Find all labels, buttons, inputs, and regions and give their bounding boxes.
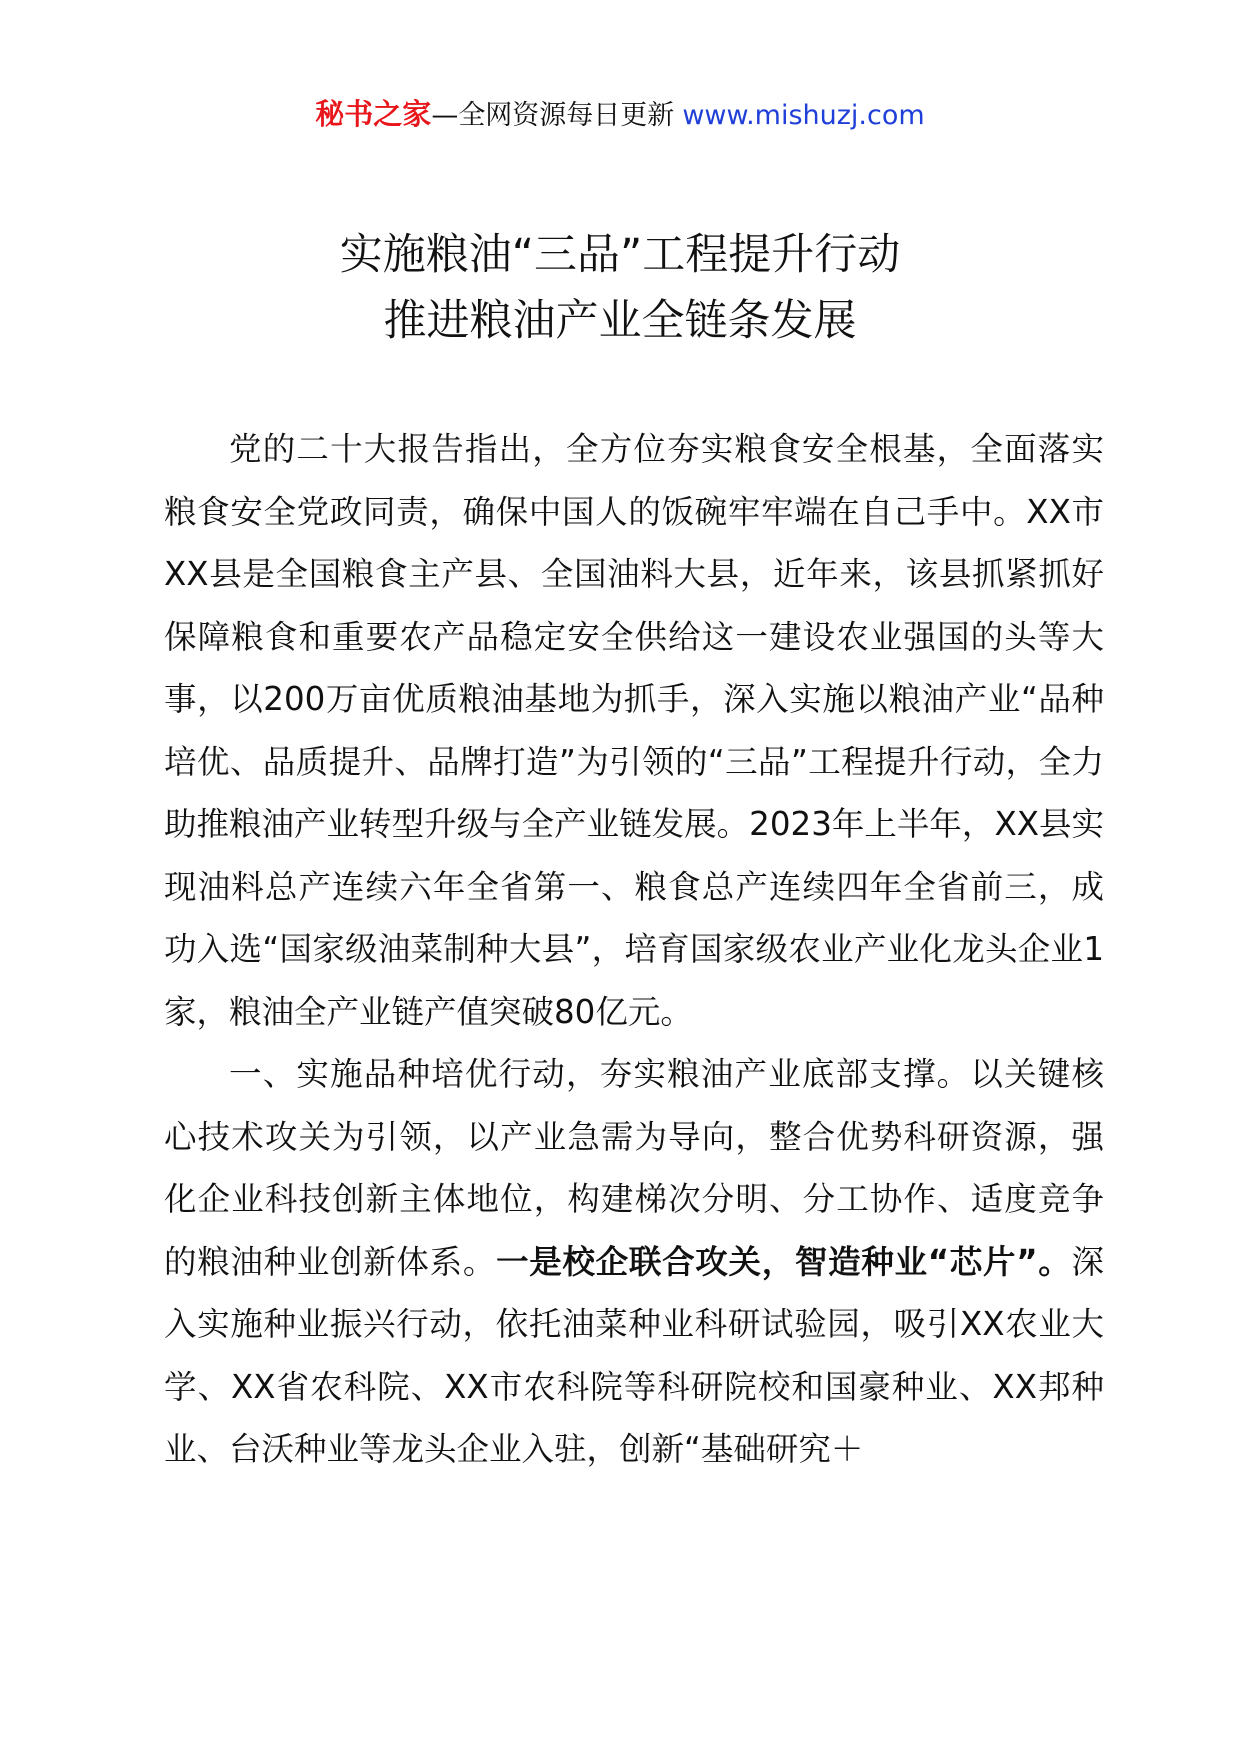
document-body [164, 418, 1104, 1481]
brand-name: 秘书之家 [315, 97, 432, 131]
title-line-1: 实施粮油“三品”工程提升行动 [339, 230, 901, 280]
paragraph-section-one [164, 1043, 1104, 1481]
section-one-bold-point: 一是校企联合攻关，智造种业“芯片”。 [496, 1242, 1072, 1281]
site-url-link[interactable]: www.mishuzj.com [682, 100, 925, 131]
section-one-text: 一、实施品种培优行动，夯实粮油产业底部支撑。以关键核心技术攻关为引领，以产业急需为导向，整合优势科研资源，强化企业科技创新主体地位，构建梯次分明、分工协作、适度竞争的粮油种业创新体系。 [164, 1055, 1104, 1281]
site-header [0, 96, 1240, 134]
paragraph-intro: 党的二十大报告指出，全方位夯实粮食安全根基，全面落实粮食安全党政同责，确保中国人的饭碗牢牢端在自己手中。XX市XX县是全国粮食主产县、全国油料大县，近年来，该县抓紧抓好保障粮食和重要农产品稳定安全供给这一建设农业强国的头等大事，以200万亩优质粮油基地为抓手，深入实施以粮油产业“品种培优、品质提升、品牌打造”为引领的“三品”工程提升行动，全力助推粮油产业转型升级与全产业链发展。2023年上半年，XX县实现油料总产连续六年全省第一、粮食总产连续四年全省前三，成功入选“国家级油菜制种大县”，培育国家级农业产业化龙头企业1家，粮油全产业链产值突破80亿元。 [164, 430, 1104, 1031]
document-title [0, 222, 1240, 354]
title-line-2: 推进粮油产业全链条发展 [383, 296, 857, 346]
header-slogan: —全网资源每日更新 [431, 100, 675, 131]
section-one-text-continued: 深入实施种业振兴行动，依托油菜种业科研试验园，吸引XX农业大学、XX省农科院、XX市农科院等科研院校和国豪种业、XX邦种业、台沃种业等龙头企业入驻，创新“基础研究＋ [164, 1242, 1104, 1468]
